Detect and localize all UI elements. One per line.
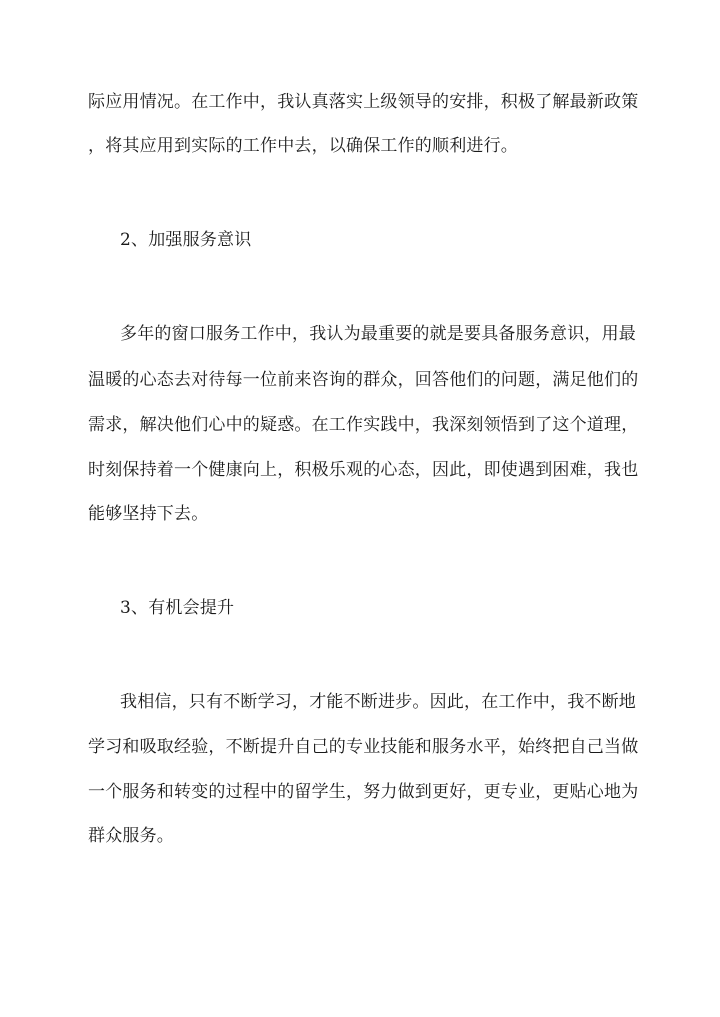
text-line: 学习和吸取经验，不断提升自己的专业技能和服务水平，始终把自己当做 — [88, 737, 639, 757]
text-line: 多年的窗口服务工作中，我认为最重要的就是要具备服务意识，用最 — [120, 324, 636, 344]
section-heading-2: 2、加强服务意识 — [120, 230, 252, 250]
text-line: 能够坚持下去。 — [88, 504, 209, 524]
section-heading-3: 3、有机会提升 — [120, 598, 235, 618]
text-line: 时刻保持着一个健康向上，积极乐观的心态，因此，即使遇到困难，我也 — [88, 460, 639, 480]
text-line: 一个服务和转变的过程中的留学生，努力做到更好，更专业，更贴心地为 — [88, 782, 639, 802]
text-line: 际应用情况。在工作中，我认真落实上级领导的安排，积极了解最新政策 — [88, 92, 639, 112]
text-line: 温暖的心态去对待每一位前来咨询的群众，回答他们的问题，满足他们的 — [88, 370, 639, 390]
text-line: 需求，解决他们心中的疑惑。在工作实践中，我深刻领悟到了这个道理， — [88, 415, 639, 435]
text-line: ，将其应用到实际的工作中去，以确保工作的顺利进行。 — [88, 136, 518, 156]
text-line: 群众服务。 — [88, 826, 174, 846]
text-line: 我相信，只有不断学习，才能不断进步。因此，在工作中，我不断地 — [120, 692, 636, 712]
